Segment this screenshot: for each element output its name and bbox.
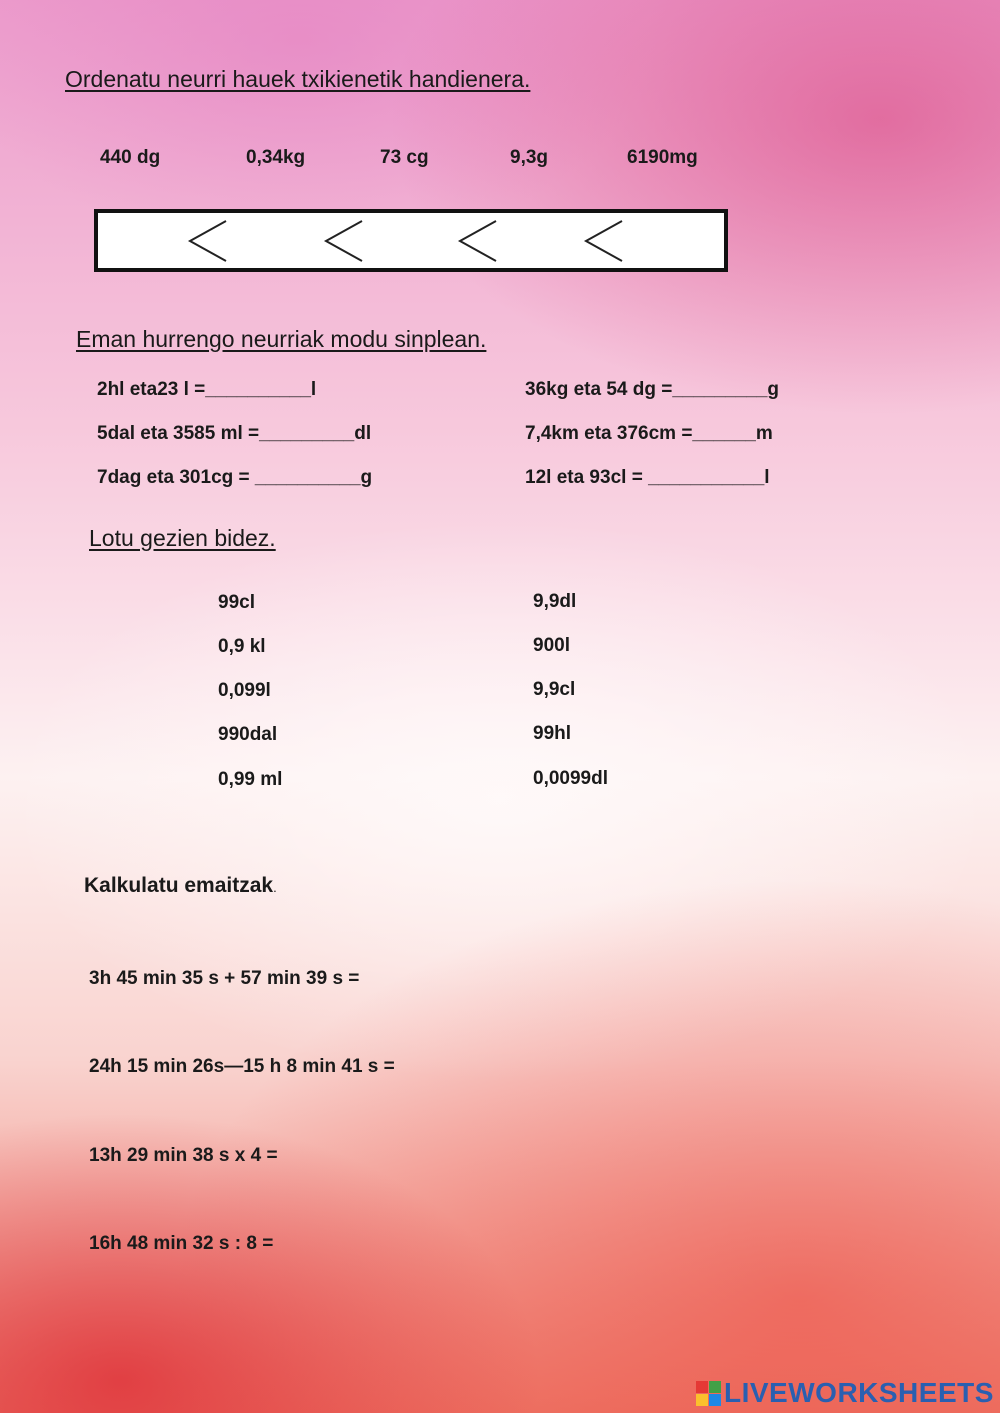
match-left-item[interactable]: 0,99 ml	[218, 769, 283, 790]
match-right-item[interactable]: 9,9cl	[533, 679, 576, 700]
measure-item: 6190mg	[627, 147, 698, 168]
match-left-item[interactable]: 990dal	[218, 724, 278, 745]
order-answer-box[interactable]	[94, 209, 728, 272]
time-calculation[interactable]: 13h 29 min 38 s x 4 =	[89, 1145, 278, 1166]
conversion-exercise[interactable]: 2hl eta23 l =__________l	[97, 379, 317, 400]
match-right-item[interactable]: 0,0099dl	[533, 768, 608, 789]
match-right-item[interactable]: 900l	[533, 635, 570, 656]
match-left-item[interactable]: 0,099l	[218, 680, 271, 701]
section-title-calculate	[84, 874, 277, 898]
logo-text: LIVEWORKSHEETS	[724, 1377, 994, 1408]
measure-item: 73 cg	[380, 147, 429, 168]
section-title-match: Lotu gezien bidez.	[89, 525, 276, 551]
measure-item: 9,3g	[510, 147, 549, 168]
less-than-symbol	[322, 219, 366, 263]
conversion-exercise[interactable]: 7dag eta 301cg = __________g	[97, 467, 373, 488]
logo-grid-icon	[696, 1381, 721, 1406]
match-left-item[interactable]: 0,9 kl	[218, 636, 266, 657]
time-calculation[interactable]: 3h 45 min 35 s + 57 min 39 s =	[89, 968, 360, 989]
calculate-title-text: Kalkulatu emaitzak	[84, 874, 274, 897]
conversion-exercise[interactable]: 12l eta 93cl = ___________l	[525, 467, 770, 488]
time-calculation[interactable]: 16h 48 min 32 s : 8 =	[89, 1233, 274, 1254]
measure-item: 440 dg	[100, 147, 161, 168]
match-right-item[interactable]: 9,9dl	[533, 591, 577, 612]
time-calculation[interactable]: 24h 15 min 26s—15 h 8 min 41 s =	[89, 1056, 395, 1077]
match-left-item[interactable]: 99cl	[218, 592, 255, 613]
conversion-exercise[interactable]: 7,4km eta 376cm =______m	[525, 423, 773, 444]
conversion-exercise[interactable]: 5dal eta 3585 ml =_________dl	[97, 423, 372, 444]
less-than-symbol	[582, 219, 626, 263]
conversion-exercise[interactable]: 36kg eta 54 dg =_________g	[525, 379, 780, 400]
liveworksheets-logo	[696, 1377, 994, 1409]
calculate-title-dot: .	[273, 880, 277, 895]
less-than-symbol	[186, 219, 230, 263]
section-title-order: Ordenatu neurri hauek txikienetik handienera.	[65, 66, 531, 92]
less-than-symbol	[456, 219, 500, 263]
measure-item: 0,34kg	[246, 147, 306, 168]
section-title-simplify: Eman hurrengo neurriak modu sinplean.	[76, 326, 487, 352]
match-right-item[interactable]: 99hl	[533, 723, 572, 744]
